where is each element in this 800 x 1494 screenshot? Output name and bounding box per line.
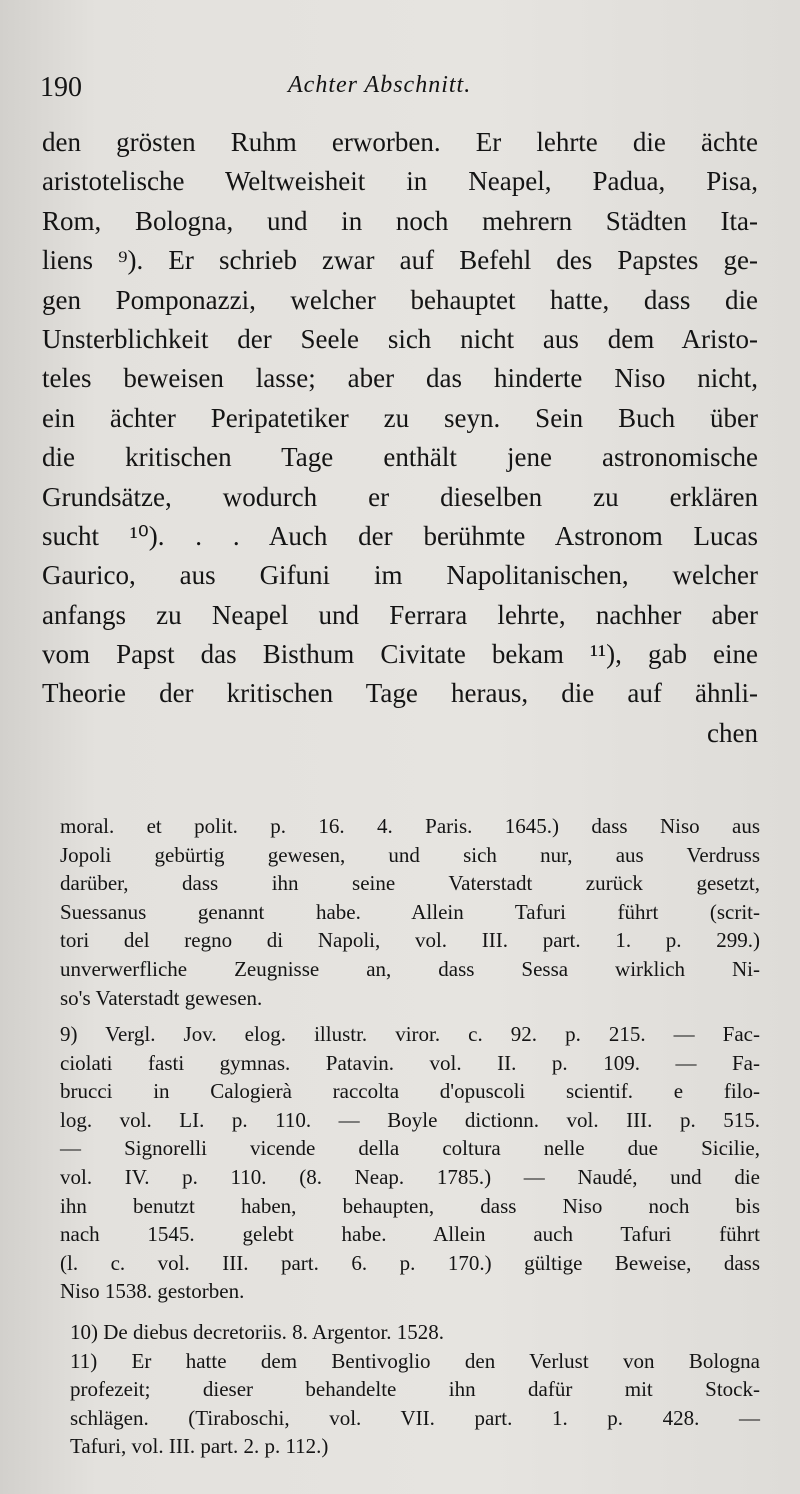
- footnote-line: Niso 1538. gestorben.: [60, 1279, 245, 1304]
- catchword: chen: [707, 717, 758, 748]
- body-line: anfangs zu Neapel und Ferrara lehrte, nachher aber: [42, 599, 758, 630]
- footnote-line: so's Vaterstadt gewesen.: [60, 985, 263, 1010]
- page-header: [40, 62, 760, 112]
- body-line: Gaurico, aus Gifuni im Napolitanischen, welcher: [42, 560, 758, 591]
- footnote-line: nach 1545. gelebt habe. Allein auch Tafuri führt: [60, 1222, 760, 1247]
- footnote-line: schlägen. (Tiraboschi, vol. VII. part. 1. p. 428. —: [70, 1405, 760, 1430]
- body-line: Grundsätze, wodurch er dieselben zu erklären: [42, 481, 758, 512]
- body-line: sucht ¹⁰). . . Auch der berühmte Astronom Lucas: [42, 520, 758, 551]
- footnote-line: profezeit; dieser behandelte ihn dafür mit Stock-: [70, 1377, 760, 1402]
- footnote-line: unverwerfliche Zeugnisse an, dass Sessa wirklich Ni-: [60, 956, 760, 981]
- body-line: ein ächter Peripatetiker zu seyn. Sein Buch über: [42, 402, 758, 433]
- body-line: den grösten Ruhm erworben. Er lehrte die ächte: [42, 127, 758, 157]
- body-line: vom Papst das Bisthum Civitate bekam ¹¹), gab eine: [42, 639, 758, 670]
- footnote-line: tori del regno di Napoli, vol. III. part. 1. p. 299.): [60, 928, 760, 953]
- running-title: Achter Abschnitt.: [288, 72, 472, 98]
- footnote-line: brucci in Calogierà raccolta d'opuscoli scientif. e filo-: [60, 1079, 760, 1104]
- body-line: gen Pomponazzi, welcher behauptet hatte, dass die: [42, 284, 758, 315]
- body-line: aristotelische Weltweisheit in Neapel, Padua, Pisa,: [42, 166, 758, 197]
- body-line: die kritischen Tage enthält jene astronomische: [42, 442, 758, 473]
- footnote-line: log. vol. LI. p. 110. — Boyle dictionn. vol. III. p. 515.: [60, 1107, 760, 1132]
- footnote-line: ciolati fasti gymnas. Patavin. vol. II. p. 109. — Fa-: [60, 1050, 760, 1075]
- footnote-continued: [60, 812, 760, 1012]
- body-line: Unsterblichkeit der Seele sich nicht aus dem Aristo-: [42, 323, 758, 354]
- footnote-line: darüber, dass ihn seine Vaterstadt zurück gesetzt,: [60, 871, 760, 896]
- footnote-line: Jopoli gebürtig gewesen, und sich nur, aus Verdruss: [60, 842, 760, 867]
- body-line: Theorie der kritischen Tage heraus, die auf ähnli-: [42, 678, 758, 709]
- body-line: Rom, Bologna, und in noch mehrern Städten Ita-: [42, 205, 758, 236]
- footnote-line: moral. et polit. p. 16. 4. Paris. 1645.) dass Niso aus: [60, 814, 760, 838]
- footnote-line: (l. c. vol. III. part. 6. p. 170.) gültige Beweise, dass: [60, 1250, 760, 1275]
- footnote-line: — Signorelli vicende della coltura nelle due Sicilie,: [60, 1136, 760, 1161]
- footnote-line: ihn benutzt haben, behaupten, dass Niso noch bis: [60, 1193, 760, 1218]
- footnote-line: 11) Er hatte dem Bentivoglio den Verlust von Bologna: [70, 1348, 760, 1373]
- footnote-line: 9) Vergl. Jov. elog. illustr. viror. c. 92. p. 215. — Fac-: [60, 1022, 760, 1046]
- body-line: teles beweisen lasse; aber das hinderte Niso nicht,: [42, 363, 758, 394]
- body-line: liens ⁹). Er schrieb zwar auf Befehl des Papstes ge-: [42, 245, 758, 276]
- footnote-line: Tafuri, vol. III. part. 2. p. 112.): [70, 1434, 329, 1459]
- page-number: 190: [40, 72, 82, 103]
- footnote-9: [60, 1020, 760, 1306]
- main-text: [42, 123, 758, 753]
- footnote-line: 10) De diebus decretoriis. 8. Argentor. 1528.: [70, 1320, 445, 1344]
- footnote-line: vol. IV. p. 110. (8. Neap. 1785.) — Naudé, und die: [60, 1164, 760, 1189]
- footnote-line: Suessanus genannt habe. Allein Tafuri führt (scrit-: [60, 899, 760, 924]
- footnotes-10-11: [70, 1318, 760, 1461]
